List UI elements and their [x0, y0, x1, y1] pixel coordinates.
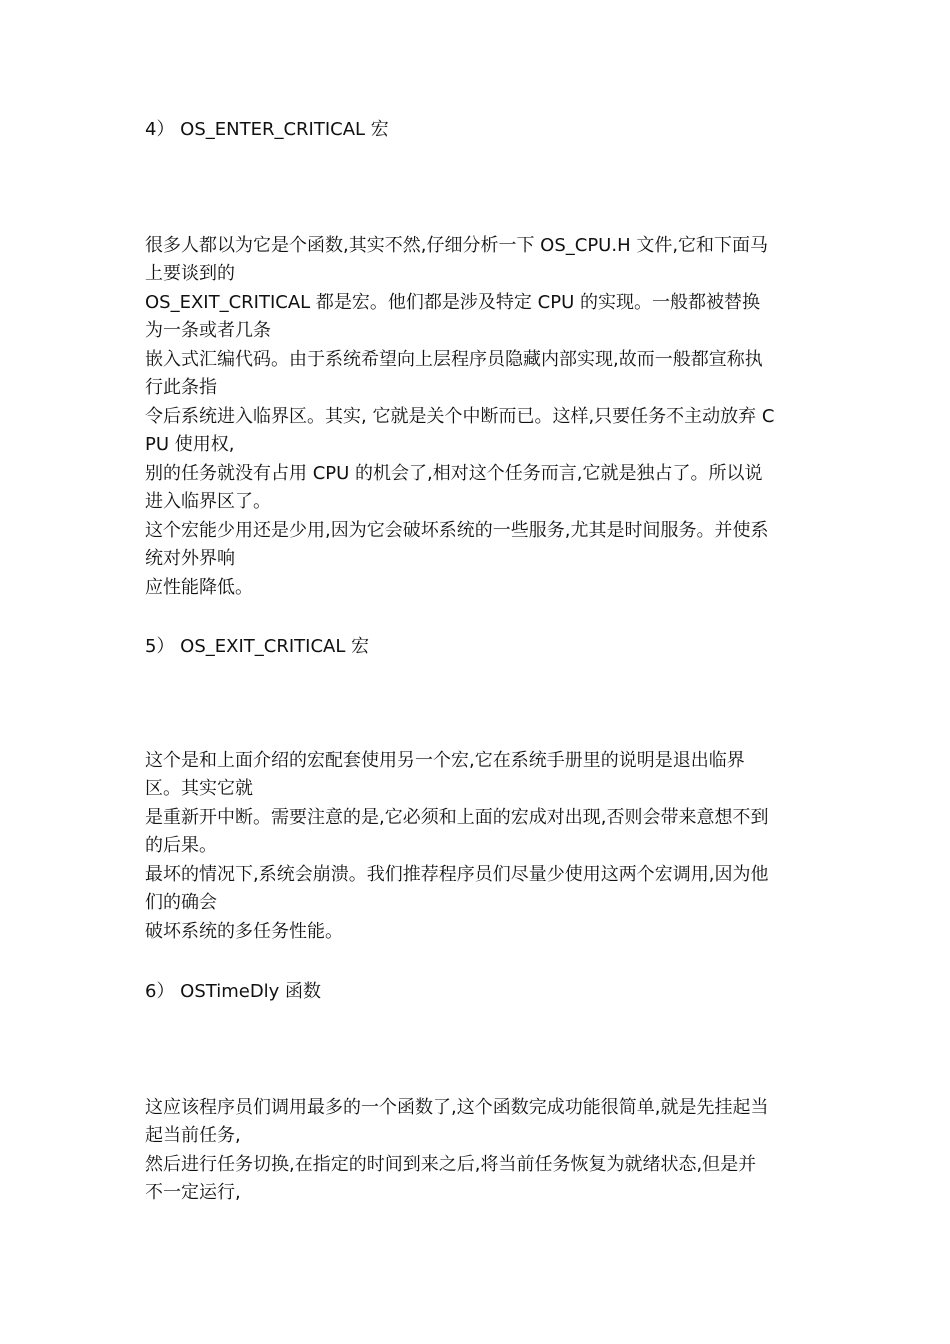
- paragraph-line: PU 使用权,: [145, 434, 235, 455]
- paragraph-line: 很多人都以为它是个函数,其实不然,仔细分析一下 OS_CPU.H 文件,它和下面马: [145, 235, 769, 256]
- section-heading-5: 5） OS_EXIT_CRITICAL 宏: [145, 636, 370, 657]
- paragraph-line: 应性能降低。: [145, 577, 253, 598]
- paragraph-line: 破坏系统的多任务性能。: [145, 921, 343, 942]
- paragraph-line: 区。其实它就: [145, 778, 253, 799]
- paragraph-line: 的后果。: [145, 835, 217, 856]
- paragraph-line: 然后进行任务切换,在指定的时间到来之后,将当前任务恢复为就绪状态,但是并: [145, 1154, 757, 1175]
- paragraph-line: 令后系统进入临界区。其实, 它就是关个中断而已。这样,只要任务不主动放弃 C: [145, 406, 775, 427]
- paragraph-line: 这应该程序员们调用最多的一个函数了,这个函数完成功能很简单,就是先挂起当: [145, 1097, 769, 1118]
- paragraph-line: 起当前任务,: [145, 1125, 241, 1146]
- paragraph-line: 这个是和上面介绍的宏配套使用另一个宏,它在系统手册里的说明是退出临界: [145, 750, 745, 771]
- section-heading-6: 6） OSTimeDly 函数: [145, 981, 322, 1002]
- paragraph-line: 嵌入式汇编代码。由于系统希望向上层程序员隐藏内部实现,故而一般都宣称执: [145, 349, 763, 370]
- paragraph-line: 们的确会: [145, 892, 217, 913]
- paragraph-line: 最坏的情况下,系统会崩溃。我们推荐程序员们尽量少使用这两个宏调用,因为他: [145, 864, 769, 885]
- paragraph-line: 不一定运行,: [145, 1182, 241, 1203]
- paragraph-line: 别的任务就没有占用 CPU 的机会了,相对这个任务而言,它就是独占了。所以说: [145, 463, 763, 484]
- section-heading-4: 4） OS_ENTER_CRITICAL 宏: [145, 119, 389, 140]
- paragraph-line: 是重新开中断。需要注意的是,它必须和上面的宏成对出现,否则会带来意想不到: [145, 807, 769, 828]
- paragraph-line: 行此条指: [145, 377, 217, 398]
- paragraph-line: OS_EXIT_CRITICAL 都是宏。他们都是涉及特定 CPU 的实现。一般都被替换: [145, 292, 760, 313]
- paragraph-line: 统对外界响: [145, 548, 235, 569]
- paragraph-line: 为一条或者几条: [145, 320, 271, 341]
- paragraph-line: 上要谈到的: [145, 263, 235, 284]
- paragraph-line: 这个宏能少用还是少用,因为它会破坏系统的一些服务,尤其是时间服务。并使系: [145, 520, 769, 541]
- paragraph-line: 进入临界区了。: [145, 491, 271, 512]
